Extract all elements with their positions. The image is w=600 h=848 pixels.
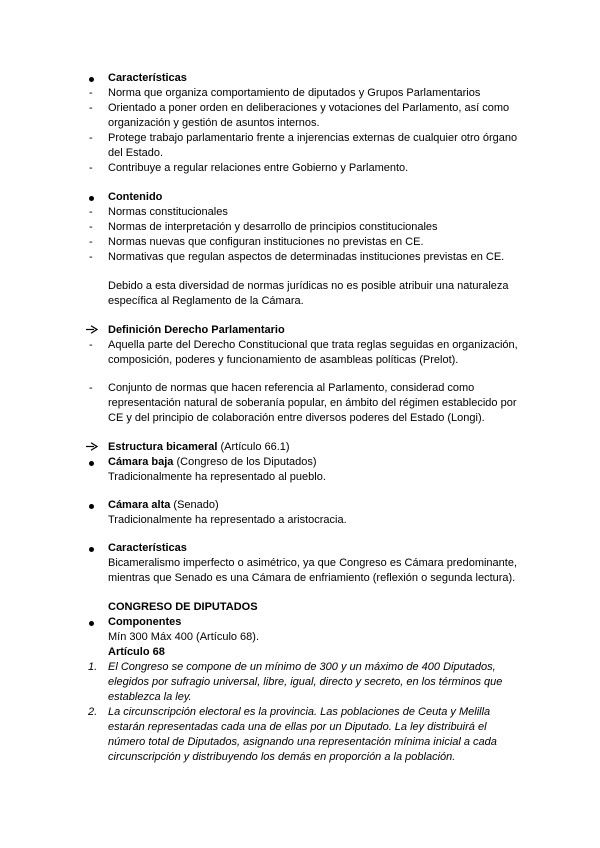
chamber-description: Tradicionalmente ha representado a aristocracia. <box>108 514 347 526</box>
chamber-description: Tradicionalmente ha representado al pueblo. <box>108 471 326 483</box>
article-heading: Artículo 68 <box>108 646 165 658</box>
section-heading: Componentes <box>108 616 182 628</box>
article-text: El Congreso se compone de un mínimo de 300 y un máximo de 400 Diputados, <box>108 661 496 673</box>
list-item-continuation: composición, poderes y funcionamiento de asambleas políticas (Prelot). <box>108 354 459 366</box>
chamber-heading-line <box>108 498 219 513</box>
dash-marker: - <box>89 206 93 218</box>
dash-marker: - <box>89 339 93 351</box>
arrow-bullet-icon <box>86 325 98 334</box>
dash-marker: - <box>89 236 93 248</box>
list-item: Normas nuevas que configuran instituciones no previstas en CE. <box>108 236 424 248</box>
list-item: Orientado a poner orden en deliberaciones y votaciones del Parlamento, así como <box>108 102 510 114</box>
article-text: elegidos por sufragio universal, libre, igual, directo y secreto, en los términos que <box>108 676 503 688</box>
numbered-marker: 2. <box>88 706 98 718</box>
list-item: Normativas que regulan aspectos de determinadas instituciones previstas en CE. <box>108 251 505 263</box>
list-item-continuation: del Estado. <box>108 147 164 159</box>
dash-marker: - <box>89 382 93 394</box>
paragraph: Mín 300 Máx 400 (Artículo 68). <box>108 631 260 643</box>
chamber-title: Cámara alta <box>108 499 171 511</box>
chamber-title: Cámara baja <box>108 456 174 468</box>
dash-marker: - <box>89 221 93 233</box>
dash-marker: - <box>89 162 93 174</box>
article-text: número total de Diputados, asignando una representación mínima inicial a cada <box>108 736 497 748</box>
dash-marker: - <box>89 251 93 263</box>
list-item: Normas de interpretación y desarrollo de principios constitucionales <box>108 221 438 233</box>
bullet-icon <box>89 547 94 552</box>
section-title: CONGRESO DE DIPUTADOS <box>108 601 258 613</box>
list-item-continuation: CE y del principio de colaboración entre diversos poderes del Estado (Longi). <box>108 412 485 424</box>
section-heading: Características <box>108 542 187 554</box>
list-item: Normas constitucionales <box>108 206 228 218</box>
article-text: establezca la ley. <box>108 691 192 703</box>
list-item: Contribuye a regular relaciones entre Gobierno y Parlamento. <box>108 162 409 174</box>
paragraph: Bicameralismo imperfecto o asimétrico, ya que Congreso es Cámara predominante, <box>108 557 518 569</box>
bullet-icon <box>89 461 94 466</box>
bullet-icon <box>89 77 94 82</box>
chamber-heading-line <box>108 455 317 470</box>
bullet-icon <box>89 621 94 626</box>
list-item: Conjunto de normas que hacen referencia al Parlamento, considerad como <box>108 382 475 394</box>
article-text: La circunscripción electoral es la provincia. Las poblaciones de Ceuta y Melilla <box>108 706 491 718</box>
article-text: estarán representadas cada una de ellas por un Diputado. La ley distribuirá el <box>108 721 487 733</box>
dash-marker: - <box>89 87 93 99</box>
section-heading: Estructura bicameral <box>108 441 218 453</box>
arrow-bullet-icon <box>86 442 98 451</box>
article-reference: (Artículo 66.1) <box>217 441 290 453</box>
section-heading: Definición Derecho Parlamentario <box>108 324 285 336</box>
chamber-subtitle: (Senado) <box>170 499 219 511</box>
dash-marker: - <box>89 132 93 144</box>
list-item-continuation: representación natural de soberanía popular, en ámbito del régimen establecido por <box>108 397 517 409</box>
paragraph: Debido a esta diversidad de normas jurídicas no es posible atribuir una naturaleza <box>108 280 509 292</box>
section-heading: Contenido <box>108 191 163 203</box>
list-item: Aquella parte del Derecho Constitucional que trata reglas seguidas en organización, <box>108 339 518 351</box>
bullet-icon <box>89 504 94 509</box>
list-item: Norma que organiza comportamiento de diputados y Grupos Parlamentarios <box>108 87 481 99</box>
section-heading-line <box>108 440 290 455</box>
list-item: Protege trabajo parlamentario frente a injerencias externas de cualquier otro órgano <box>108 132 518 144</box>
dash-marker: - <box>89 102 93 114</box>
bullet-icon <box>89 196 94 201</box>
paragraph: específica al Reglamento de la Cámara. <box>108 295 304 307</box>
article-text: circunscripción y distribuyendo los demás en proporción a la población. <box>108 751 456 763</box>
section-heading: Características <box>108 72 187 84</box>
numbered-marker: 1. <box>88 661 98 673</box>
chamber-subtitle: (Congreso de los Diputados) <box>173 456 317 468</box>
list-item-continuation: organización y gestión de asuntos internos. <box>108 117 320 129</box>
paragraph: mientras que Senado es una Cámara de enfriamiento (reflexión o segunda lectura). <box>108 572 516 584</box>
